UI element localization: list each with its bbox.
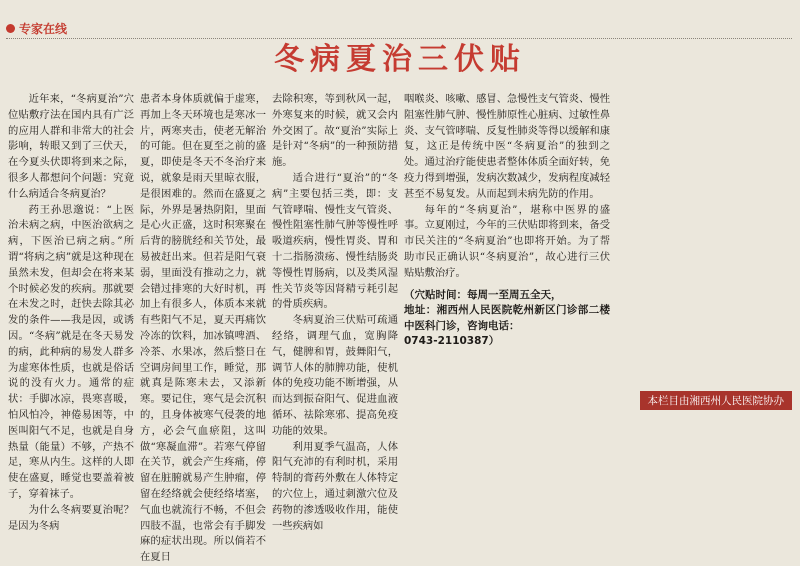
article-paragraph: 咽喉炎、咳嗽、感冒、急慢性支气管炎、慢性阻塞性肺气肿、慢性肺原性心脏病、过敏性鼻炎、支气管哮喘、反复性肺炎等得以缓解和康复，这正是传统中医“冬病夏治”的独到之处。通过治疗能使患者整体体质全面好转，免疫力得到增强，发病次数减少，发病程度减轻甚至不易复发。从而起到未病先防的作用。 — [404, 93, 610, 200]
section-bullet-icon — [6, 24, 15, 33]
article-paragraph: 为什么冬病要夏治呢？是因为冬病 — [8, 503, 134, 532]
article-paragraph: 患者本身体质就偏于虚寒，再加上冬天环境也是寒冰一片，两寒夹击，使老无解治的可能。但在夏至之前的盛夏，即使是冬天不冬治疗来说，就象是雨天里晾衣服，是很困难的。然而在盛夏之际，外界是暑热阴阳，里面是心火正盛，这时积寒聚在后背的膀胱经和关节处，最易被赶出来。但若是阳气衰弱，里面没有推动之力，就会错过排寒的大好时机，再加上有很多人，体质本来就有些阳气不足，夏天再痛饮冷冻的饮料，加冰镇啤酒、冷茶、水果冰，然后整日在空调房间里工作，睡觉，那就真是陈寒未去，又添新寒。要记住，寒气是会沉积的，且身体被寒气侵袭的地方，必会气血瘀阻，这叫做“寒凝血滞”。若寒气停留在关节，就会产生疼痛，停留在脏腑就易产生肿瘤，停留在经络就会使经络堵塞，气血也就流行不畅，不但会四肢不温，也常会有手脚发麻的症状出现。所以倘若不在夏日 — [140, 93, 266, 564]
article-title: 冬病夏治三伏贴 — [274, 42, 526, 77]
article-column-2 — [140, 92, 266, 564]
contact-phone: 0743-2110387） — [404, 335, 500, 348]
section-header — [6, 20, 67, 37]
section-label: 专家在线 — [19, 22, 68, 36]
contact-address: 地址：湘西州人民医院乾州新区门诊部二楼中医科门诊，咨询电话： — [404, 304, 610, 332]
article-paragraph: 冬病夏治三伏贴可疏通经络，调理气血，宽胸降气，健脾和胃，鼓舞阳气，调节人体的肺脾功能，使机体的免疫功能不断增强，从而达到振奋阳气、促进血液循环、祛除寒邪、提高免疫功能的效果。 — [272, 314, 398, 437]
article-paragraph: 近年来，“冬病夏治”穴位贴敷疗法在国内具有广泛的应用人群和非常大的社会影响，转眼又到了三伏天，在今夏头伏即将到来之际，很多人都想问个问题：究竟什么病适合冬病夏治？ — [8, 93, 134, 200]
article-body — [8, 92, 794, 564]
contact-time: （穴贴时间：每周一至周五全天， — [404, 288, 562, 301]
article-column-4-text — [404, 92, 610, 282]
article-paragraph: 每年的“冬病夏治”，堪称中医界的盛事。立夏刚过，今年的三伏贴即将到来，备受市民关注的“冬病夏治”也即将开始。为了帮助市民正确认识“冬病夏治”，故心进行三伏贴贴敷治疗。 — [404, 203, 610, 279]
article-column-4 — [404, 92, 610, 408]
article-column-3 — [272, 92, 398, 532]
article-column-1 — [8, 92, 134, 532]
contact-info — [404, 288, 610, 350]
article-paragraph: 去除积寒，等到秋风一起，外寒复来的时候，就又会内外交困了。故“夏治”实际上是针对“冬病”的一种预防措施。 — [272, 93, 398, 169]
article-paragraph: 利用夏季气温高，人体阳气充沛的有利时机，采用特制的膏药外敷在人体特定的穴位上，通过刺激穴位及药物的渗透吸收作用，能使一些疾病如 — [272, 440, 398, 532]
article-paragraph: 药王孙思邈说：“上医治未病之病，中医治欲病之病，下医治已病之病。”所谓“将病之病”就是这种现在虽然未发，但却会在将来某个时候必发的疾病。那就要在未发之时，赶快去除其必发的条件——我是因，或诱因。“冬病”就是在冬天易发的病，此种病的易发人群多为虚寒体性质，也就是俗话说的没有火力。通常的症状：手脚冰凉，畏寒喜暖，怕风怕冷，神倦易困等，中医叫阳气不足，也就是自身热量（能量）不够，产热不足，寒从内生。这样的人即使在盛夏，睡觉也要盖着被子，穿着袜子。 — [8, 203, 134, 500]
sponsor-banner: 本栏目由湘西州人民医院协办 — [640, 391, 793, 410]
article-paragraph: 适合进行“夏治”的“冬病”主要包括三类，即：支气管哮喘、慢性支气管炎、慢性阻塞性肺气肿等慢性呼吸道疾病，慢性胃炎、胃和十二指肠溃疡、慢性结肠炎等慢性胃肠病，以及类风湿性关节炎等因肾精亏耗引起的骨质疾病。 — [272, 171, 398, 311]
